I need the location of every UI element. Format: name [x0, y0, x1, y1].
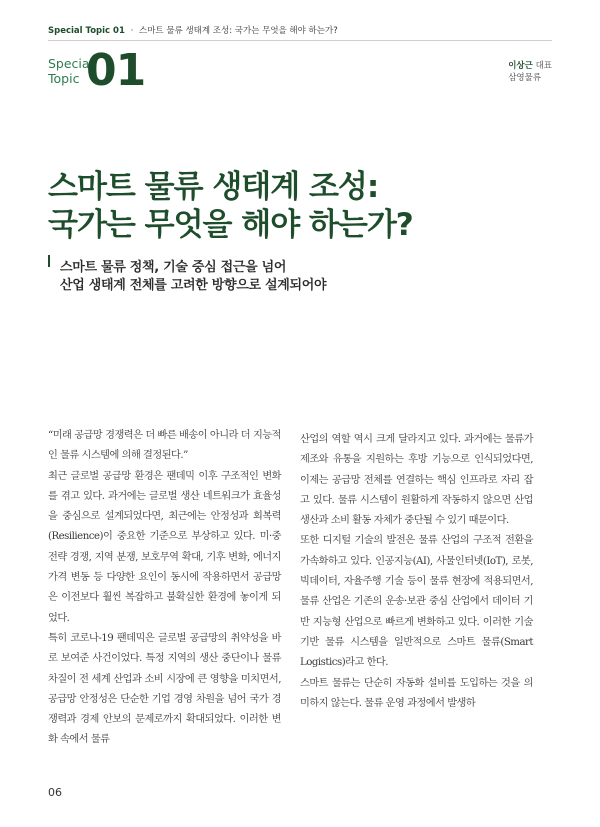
body-column-left [48, 426, 281, 751]
body-paragraph: 스마트 물류는 단순히 자동화 설비를 도입하는 것을 의미하지 않는다. 물류 운영 과정에서 발생하 [300, 677, 533, 709]
body-paragraph: 최근 글로벌 공급망 환경은 팬데믹 이후 구조적인 변화를 겪고 있다. 과거에는 글로벌 생산 네트워크가 효율성을 중심으로 설계되었다면, 최근에는 안정성과 회복력(Resilience)이 중요한 기준으로 부상하고 있다. 미·중 전략 경쟁, 지역 분쟁, 보호무역 확대, 기후 변화, 에너지 가격 변동 등 다양한 요인이 동시에 작용하면서 공급망은 이전보다 훨씬 복잡하고 불확실한 환경에 놓이게 되었다. [48, 470, 281, 624]
body-paragraph: 산업의 역할 역시 크게 달라지고 있다. 과거에는 물류가 제조와 유통을 지원하는 후방 기능으로 인식되었다면, 이제는 공급망 전체를 연결하는 핵심 인프라로 자리 잡고 있다. 물류 시스템이 원활하게 작동하지 않으면 산업 생산과 소비 활동 자체가 중단될 수 있기 때문이다. [300, 434, 533, 527]
author-info [508, 60, 552, 84]
title-line2: 국가는 무엇을 해야 하는가? [48, 207, 413, 243]
subtitle-accent-bar [48, 255, 50, 267]
body-column-right [300, 430, 533, 714]
body-paragraph: 특히 코로나-19 팬데믹은 글로벌 공급망의 취약성을 바로 보여준 사건이었다. 특정 지역의 생산 중단이나 물류 차질이 전 세계 산업과 소비 시장에 큰 영향을 미치면서, 공급망 안정성은 단순한 기업 경영 차원을 넘어 국가 경쟁력과 경제 안보의 문제로까지 확대되었다. 이러한 변화 속에서 물류 [48, 632, 281, 746]
page-title [48, 168, 568, 244]
subtitle-line1: 스마트 물류 정책, 기술 중심 접근을 넘어 [60, 260, 287, 275]
title-line1: 스마트 물류 생태계 조성: [48, 169, 379, 205]
page-number: 06 [48, 786, 62, 799]
running-head [48, 24, 338, 36]
topic-number: 01 [86, 45, 146, 96]
author-org: 삼영물류 [508, 73, 542, 83]
author-name: 이상근 [508, 61, 533, 71]
body-paragraph: 또한 디지털 기술의 발전은 물류 산업의 구조적 전환을 가속화하고 있다. 인공지능(AI), 사물인터넷(IoT), 로봇, 빅데이터, 자율주행 기술 등이 물류 현장에 적용되면서, 물류 산업은 기존의 운송·보관 중심 산업에서 데이터 기반 지능형 산업으로 빠르게 변화하고 있다. 이러한 기술 기반 물류 시스템을 일반적으로 스마트 물류(Smart Logistics)라고 한다. [300, 535, 533, 669]
header-rule [48, 40, 552, 41]
running-head-text: 스마트 물류 생태계 조성: 국가는 무엇을 해야 하는가? [138, 26, 338, 36]
topic-word-line2: Topic [48, 71, 80, 86]
topic-word-line1: Special [48, 56, 94, 71]
author-role: 대표 [535, 61, 552, 71]
subtitle [60, 259, 540, 295]
running-head-label: Special Topic 01 [48, 26, 125, 36]
body-paragraph: “미래 공급망 경쟁력은 더 빠른 배송이 아니라 더 지능적인 물류 시스템에 의해 결정된다.” [48, 430, 281, 462]
subtitle-line2: 산업 생태계 전체를 고려한 방향으로 설계되어야 [60, 278, 327, 293]
running-head-separator: · [130, 26, 134, 36]
